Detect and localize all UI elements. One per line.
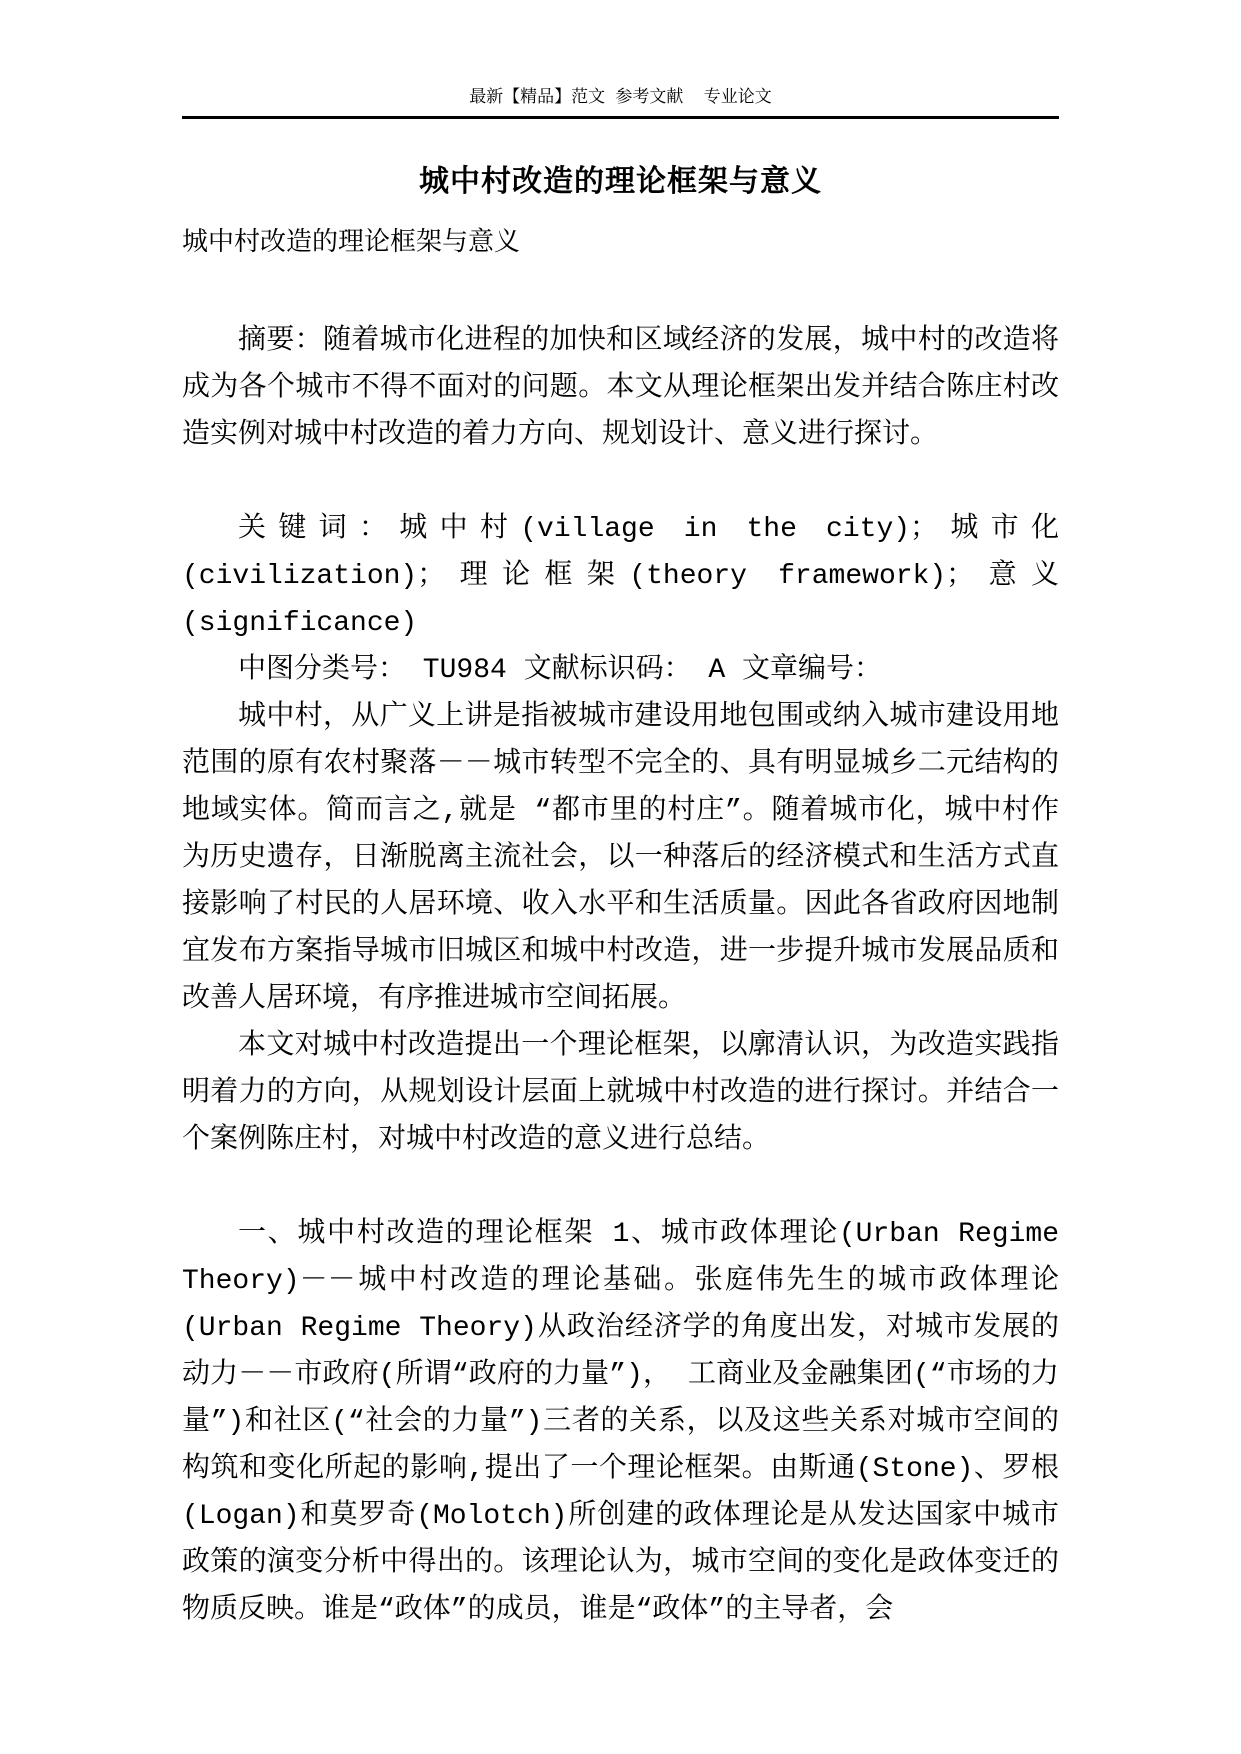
paragraph-classification-code: 中图分类号： TU984 文献标识码： A 文章编号： — [238, 655, 883, 686]
document-body — [182, 318, 1059, 1634]
document-title: 城中村改造的理论框架与意义 — [419, 167, 822, 201]
paragraph-section-one-theory: 一、城中村改造的理论框架 1、城市政体理论(Urban Regime Theory)－－城中村改造的理论基础。张庭伟先生的城市政体理论(Urban Regime Theory)从政治经济学的角度出发，对城市发展的动力－－市政府(所谓“政府的力量”)， 工商业及金融集团(“市场的力量”)和社区(“社会的力量”)三者的关系，以及这些关系对城市空间的构筑和变化所起的影响,提出了一个理论框架。由斯通(Stone)、罗根(Logan)和莫罗奇(Molotch)所创建的政体理论是从发达国家中城市政策的演变分析中得出的。该理论认为，城市空间的变化是政体变迁的物质反映。谁是“政体”的成员，谁是“政体”的主导者，会 — [182, 1219, 1059, 1626]
page-header: 最新【精品】范文 参考文献 专业论文 — [182, 88, 1059, 119]
paragraph-purpose: 本文对城中村改造提出一个理论框架，以廓清认识，为改造实践指明着力的方向，从规划设计层面上就城中村改造的进行探讨。并结合一个案例陈庄村，对城中村改造的意义进行总结。 — [182, 1031, 1059, 1156]
paragraph-abstract: 摘要：随着城市化进程的加快和区域经济的发展，城中村的改造将成为各个城市不得不面对的问题。本文从理论框架出发并结合陈庄村改造实例对城中村改造的着力方向、规划设计、意义进行探讨。 — [182, 326, 1059, 451]
paragraph-introduction: 城中村，从广义上讲是指被城市建设用地包围或纳入城市建设用地范围的原有农村聚落－－城市转型不完全的、具有明显城乡二元结构的地域实体。简而言之,就是 “都市里的村庄”。随着城市化，城中村作为历史遗存，日渐脱离主流社会，以一种落后的经济模式和生活方式直接影响了村民的人居环境、收入水平和生活质量。因此各省政府因地制宜发布方案指导城市旧城区和城中村改造，进一步提升城市发展品质和改善人居环境，有序推进城市空间拓展。 — [182, 702, 1059, 1015]
paragraph-keywords: 关键词：城中村(village in the city)；城市化(civilization)；理论框架(theory framework)；意义(significance) — [182, 514, 1059, 639]
document-subtitle: 城中村改造的理论框架与意义 — [182, 228, 521, 258]
